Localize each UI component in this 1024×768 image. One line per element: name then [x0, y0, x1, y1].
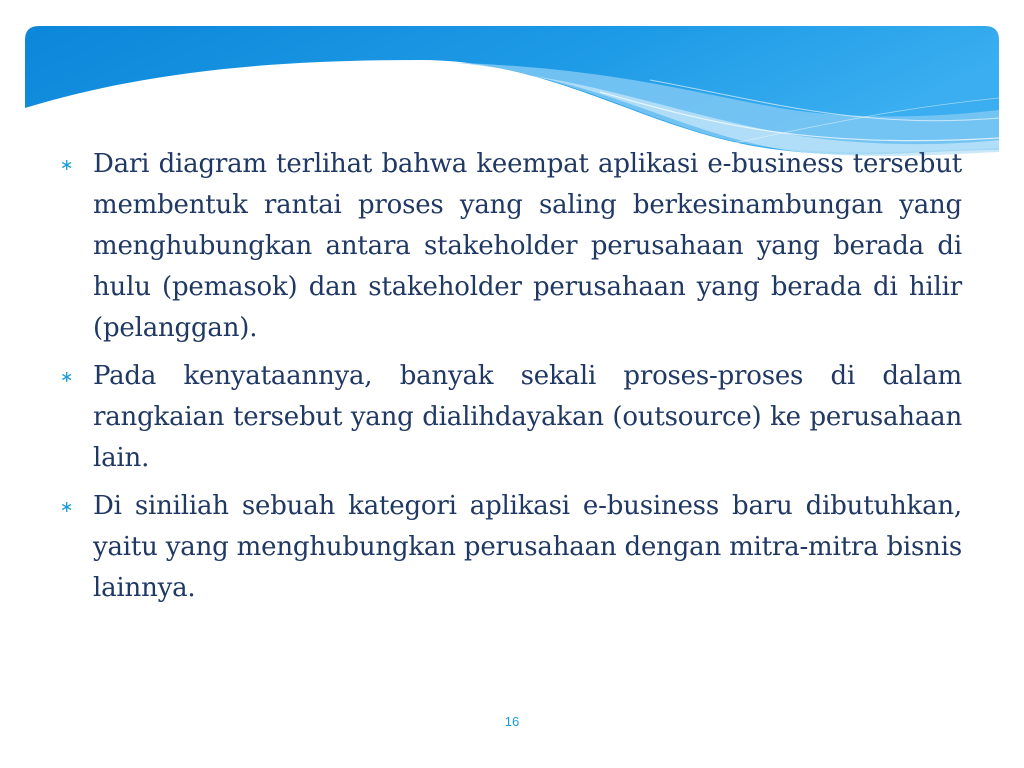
asterisk-bullet-icon: ∗ [60, 367, 74, 386]
page-number: 16 [504, 714, 520, 729]
bullet-text: Dari diagram terlihat bahwa keempat aplikasi e-business tersebut membentuk rantai proses yang saling berkesinambungan yang menghubungkan antara stakeholder perusahaan yang berada di hulu (pemasok) dan stakeholder perusahaan yang berada di hilir (pelanggan). [93, 149, 962, 343]
bullet-text: Di siniliah sebuah kategori aplikasi e-business baru dibutuhkan, yaitu yang menghubungkan perusahaan dengan mitra-mitra bisnis lainnya. [93, 491, 962, 603]
asterisk-bullet-icon: ∗ [60, 155, 74, 174]
asterisk-bullet-icon: ∗ [60, 497, 74, 516]
bullet-item [60, 356, 962, 479]
bullet-list [60, 144, 962, 616]
bullet-item [60, 486, 962, 609]
bullet-item [60, 144, 962, 349]
bullet-text: Pada kenyataannya, banyak sekali proses-proses di dalam rangkaian tersebut yang dialihdayakan (outsource) ke perusahaan lain. [93, 361, 962, 473]
